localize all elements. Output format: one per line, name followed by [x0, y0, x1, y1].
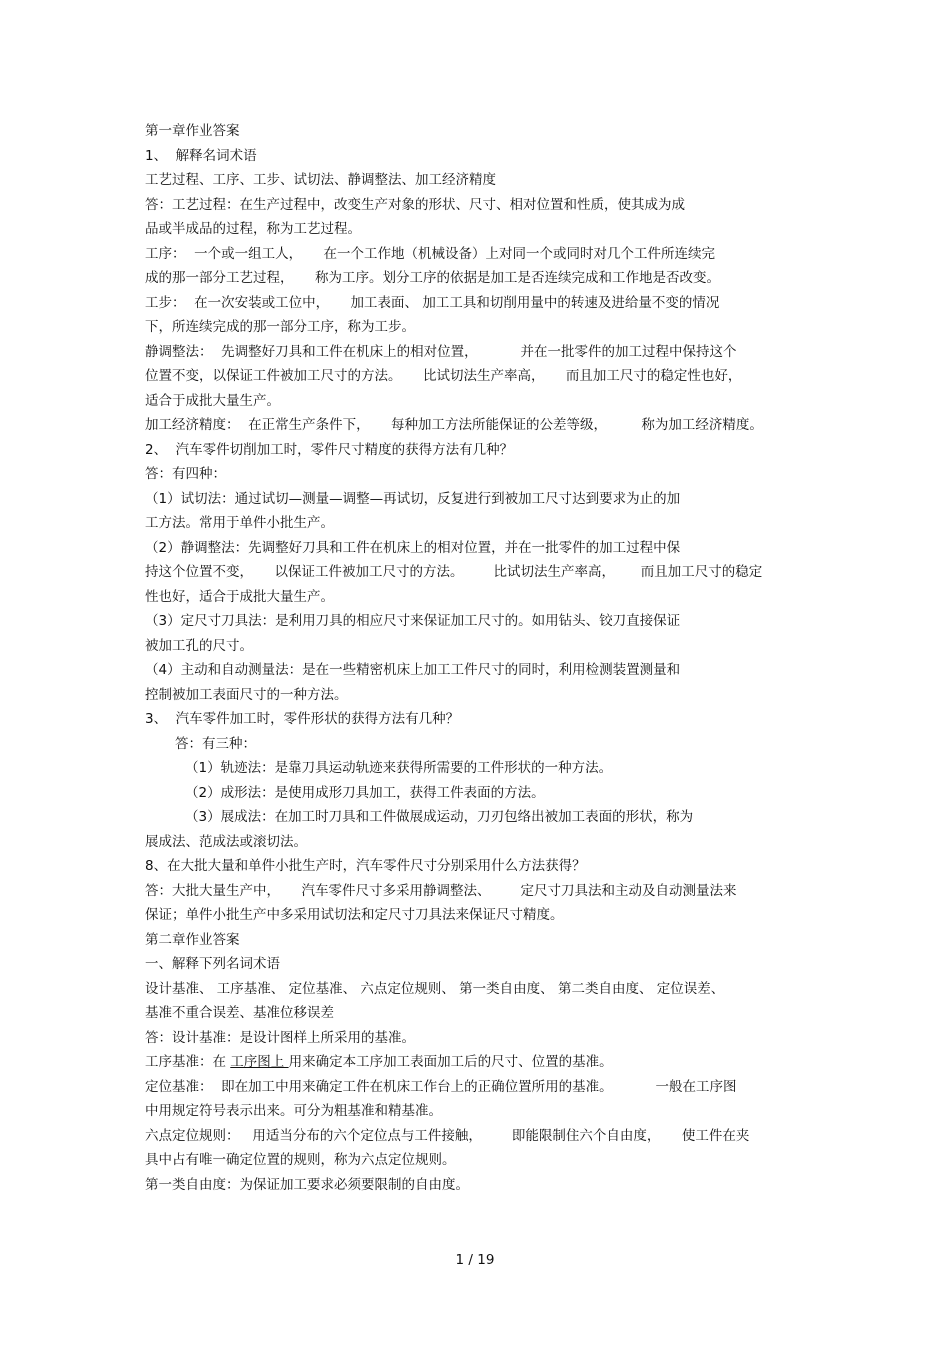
text-line: 答：设计基准：是设计图样上所采用的基准。 [145, 1029, 415, 1046]
section-1-heading: 一、解释下列名词术语 [145, 956, 280, 972]
text-line: 性也好，适合于成批大量生产。 [145, 588, 334, 605]
text-line: 工方法。常用于单件小批生产。 [145, 515, 334, 531]
text-line: 第一类自由度：为保证加工要求必须要限制的自由度。 [145, 1176, 469, 1193]
text-line: 展成法、范成法或滚切法。 [145, 833, 307, 850]
text-line: （2）成形法：是使用成形刀具加工，获得工件表面的方法。 [185, 784, 545, 801]
text-line: 静调整法： 先调整好刀具和工件在机床上的相对位置， 并在一批零件的加工过程中保持这个 [145, 343, 737, 360]
text-line: 设计基准、 工序基准、 定位基准、 六点定位规则、 第一类自由度、 第二类自由度、 定位误差、 [145, 980, 725, 997]
text-line: 被加工孔的尺寸。 [145, 637, 253, 654]
text-line: 加工经济精度： 在正常生产条件下， 每种加工方法所能保证的公差等级， 称为加工经济精度。 [145, 417, 763, 433]
text-line: 基准不重合误差、基准位移误差 [145, 1005, 334, 1021]
text-line: （2）静调整法：先调整好刀具和工件在机床上的相对位置，并在一批零件的加工过程中保 [145, 539, 681, 556]
text-line: 答：有三种： [175, 735, 256, 752]
text-line: 持这个位置不变， 以保证工件被加工尺寸的方法。 比试切法生产率高， 而且加工尺寸的稳定 [145, 564, 763, 580]
text-line: 答：大批大量生产中， 汽车零件尺寸多采用静调整法、 定尺寸刀具法和主动及自动测量法来 [145, 882, 737, 899]
text-line: 工艺过程、工序、工步、试切法、静调整法、加工经济精度 [145, 172, 496, 188]
text-line: 下，所连续完成的那一部分工序，称为工步。 [145, 319, 415, 335]
text-line: 具中占有唯一确定位置的规则，称为六点定位规则。 [145, 1152, 456, 1168]
question-8: 8、在大批大量和单件小批生产时，汽车零件尺寸分别采用什么方法获得？ [145, 858, 586, 874]
text-line: （1）试切法：通过试切—测量—调整—再试切，反复进行到被加工尺寸达到要求为止的加 [145, 490, 681, 507]
page-number: 1 / 19 [455, 1252, 495, 1268]
text-line: （1）轨迹法：是靠刀具运动轨迹来获得所需要的工件形状的一种方法。 [185, 760, 613, 776]
text-line [145, 1050, 810, 1075]
question-1: 1、 解释名词术语 [145, 147, 257, 164]
text-line: 成的那一部分工艺过程， 称为工序。划分工序的依据是加工是否连续完成和工作地是否改变。 [145, 270, 720, 286]
text-line: 适合于成批大量生产。 [145, 392, 280, 409]
text-line: 保证；单件小批生产中多采用试切法和定尺寸刀具法来保证尺寸精度。 [145, 907, 564, 923]
text-line: （3）定尺寸刀具法：是利用刀具的相应尺寸来保证加工尺寸的。如用钻头、铰刀直接保证 [145, 613, 681, 629]
text-line: （3）展成法：在加工时刀具和工件做展成运动，刀刃包络出被加工表面的形状，称为 [185, 809, 694, 825]
chapter-1-heading: 第一章作业答案 [145, 123, 240, 139]
text-line: 位置不变，以保证工件被加工尺寸的方法。 比试切法生产率高， 而且加工尺寸的稳定性也好， [145, 368, 742, 384]
underlined-term: 工序图上 [230, 1054, 289, 1070]
page-body [145, 119, 810, 1197]
text-line: 定位基准： 即在加工中用来确定工件在机床工作台上的正确位置所用的基准。 一般在工序图 [145, 1078, 737, 1095]
text-line: 工序： 一个或一组工人， 在一个工作地（机械设备）上对同一个或同时对几个工件所连续完 [145, 245, 716, 262]
text-line: 答：有四种： [145, 466, 226, 482]
text-line: 中用规定符号表示出来。可分为粗基准和精基准。 [145, 1103, 442, 1119]
text-segment: 用来确定本工序加工表面加工后的尺寸、位置的基准。 [288, 1054, 613, 1070]
text-line: 品或半成品的过程，称为工艺过程。 [145, 221, 361, 237]
text-segment: 工序基准：在 [145, 1054, 231, 1070]
text-line: 控制被加工表面尺寸的一种方法。 [145, 686, 348, 703]
text-line: 工步： 在一次安装或工位中， 加工表面、 加工工具和切削用量中的转速及进给量不变的情况 [145, 294, 720, 311]
text-line: 答：工艺过程：在生产过程中，改变生产对象的形状、尺寸、相对位置和性质，使其成为成 [145, 196, 685, 213]
text-line: 六点定位规则： 用适当分布的六个定位点与工件接触， 即能限制住六个自由度， 使工件在夹 [145, 1127, 750, 1144]
question-2: 2、 汽车零件切削加工时，零件尺寸精度的获得方法有几种？ [145, 441, 514, 458]
question-3: 3、 汽车零件加工时，零件形状的获得方法有几种？ [145, 711, 460, 727]
chapter-2-heading: 第二章作业答案 [145, 931, 240, 948]
text-line: （4）主动和自动测量法：是在一些精密机床上加工工件尺寸的同时，利用检测装置测量和 [145, 662, 681, 678]
